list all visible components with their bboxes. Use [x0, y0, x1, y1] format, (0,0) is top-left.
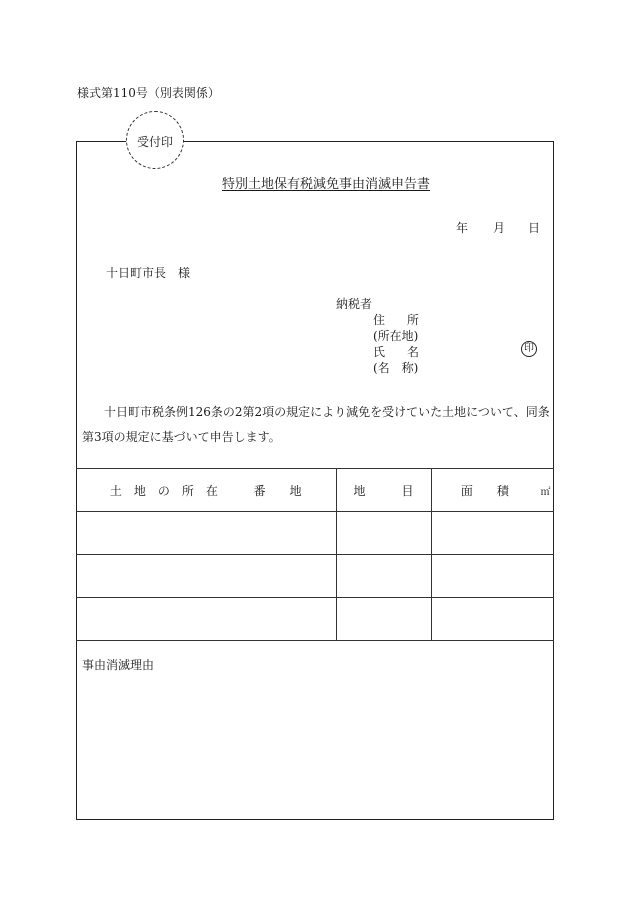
land-category-cell[interactable]: [336, 598, 431, 641]
land-table: [76, 468, 554, 641]
land-table-header-row: [76, 469, 554, 512]
form-title: 特別土地保有税減免事由消滅申告書: [222, 177, 431, 192]
area-cell[interactable]: [431, 598, 554, 641]
date-year: 年: [456, 221, 469, 235]
area-cell[interactable]: [431, 512, 554, 555]
table-row: [76, 512, 554, 555]
address-label: 住 所: [373, 313, 419, 327]
location-label: (所在地): [373, 329, 419, 343]
seal-mark: 印: [521, 341, 537, 357]
reception-stamp-label: 受付印: [136, 135, 173, 149]
header-area: [431, 469, 554, 512]
addressee-suffix: 様: [178, 266, 191, 280]
header-lot-number: 番 地: [253, 483, 302, 498]
header-location-lot: [76, 469, 336, 512]
header-land-category: 地 目: [336, 469, 431, 512]
location-cell[interactable]: [76, 555, 336, 598]
location-cell[interactable]: [76, 598, 336, 641]
area-cell[interactable]: [431, 555, 554, 598]
land-category-cell[interactable]: [336, 555, 431, 598]
header-area-label: 面 積: [460, 483, 509, 498]
date-day: 日: [528, 221, 541, 235]
addressee-name: 十日町市長: [106, 266, 167, 280]
header-area-unit: ㎡: [540, 486, 551, 498]
location-cell[interactable]: [76, 512, 336, 555]
table-row: [76, 555, 554, 598]
entity-name-label: (名 称): [373, 361, 419, 375]
taxpayer-label: 納税者: [336, 297, 373, 311]
declaration-text: [82, 400, 552, 450]
table-row: [76, 598, 554, 641]
header-location: 土 地 の 所 在: [109, 483, 218, 498]
date-month: 月: [493, 221, 506, 235]
declaration-body: 十日町市税条例126条の2第2項の規定により減免を受けていた土地について、同条第3項の規定に基づいて申告します。: [82, 405, 550, 444]
reception-stamp-circle: [126, 111, 184, 169]
reason-label: 事由消滅理由: [82, 658, 155, 672]
name-label: 氏 名: [373, 345, 419, 359]
land-category-cell[interactable]: [336, 512, 431, 555]
form-number: 様式第110号（別表関係）: [77, 86, 220, 100]
